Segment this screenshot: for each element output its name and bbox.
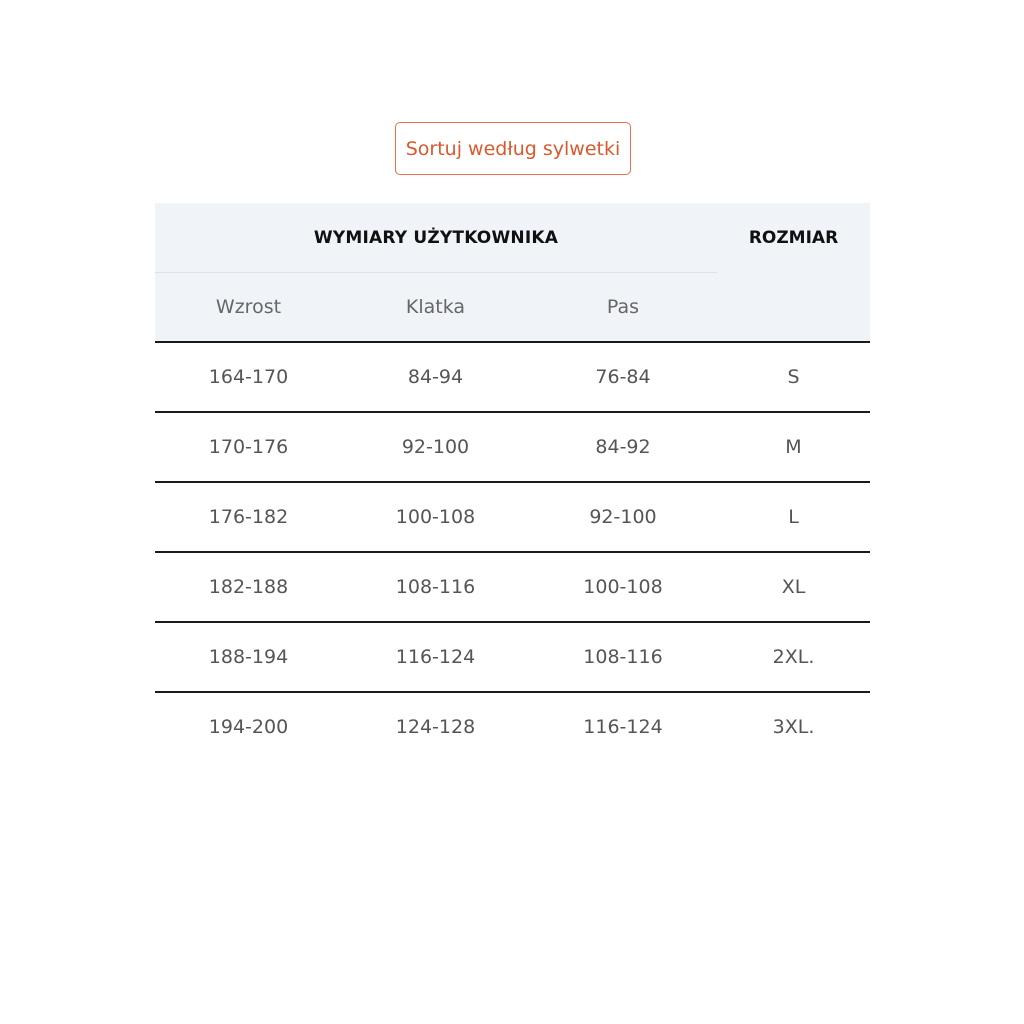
chest-cell: 116-124 — [395, 646, 476, 668]
table-row — [155, 691, 870, 761]
user-measurements-header: WYMIARY UŻYTKOWNIKA — [313, 227, 559, 248]
size-cell: L — [788, 506, 799, 528]
height-cell: 164-170 — [208, 366, 289, 388]
waist-cell: 100-108 — [583, 576, 663, 598]
sort-by-silhouette-button[interactable]: Sortuj według sylwetki — [395, 122, 631, 175]
column-header-chest: Klatka — [405, 296, 466, 318]
waist-cell: 116-124 — [583, 716, 663, 738]
height-cell: 176-182 — [208, 506, 289, 528]
table-row — [155, 481, 870, 551]
height-cell: 188-194 — [208, 646, 289, 668]
size-cell: XL — [781, 576, 806, 598]
column-header-waist: Pas — [606, 296, 640, 318]
height-cell: 194-200 — [208, 716, 289, 738]
table-row — [155, 341, 870, 411]
size-cell: M — [785, 436, 802, 458]
waist-cell: 92-100 — [589, 506, 657, 528]
size-header: ROZMIAR — [748, 227, 839, 248]
table-row — [155, 551, 870, 621]
size-table — [155, 203, 870, 761]
waist-cell: 108-116 — [583, 646, 663, 668]
table-header — [155, 203, 870, 341]
size-cell: S — [787, 366, 800, 388]
chest-cell: 108-116 — [395, 576, 476, 598]
chest-cell: 100-108 — [395, 506, 476, 528]
size-cell: 3XL. — [772, 716, 815, 738]
column-header-height: Wzrost — [215, 296, 282, 318]
height-cell: 170-176 — [208, 436, 289, 458]
chest-cell: 92-100 — [401, 436, 470, 458]
table-row — [155, 411, 870, 481]
height-cell: 182-188 — [208, 576, 289, 598]
chest-cell: 84-94 — [407, 366, 464, 388]
waist-cell: 76-84 — [595, 366, 651, 388]
chest-cell: 124-128 — [395, 716, 476, 738]
waist-cell: 84-92 — [595, 436, 651, 458]
size-cell: 2XL. — [772, 646, 815, 668]
table-row — [155, 621, 870, 691]
